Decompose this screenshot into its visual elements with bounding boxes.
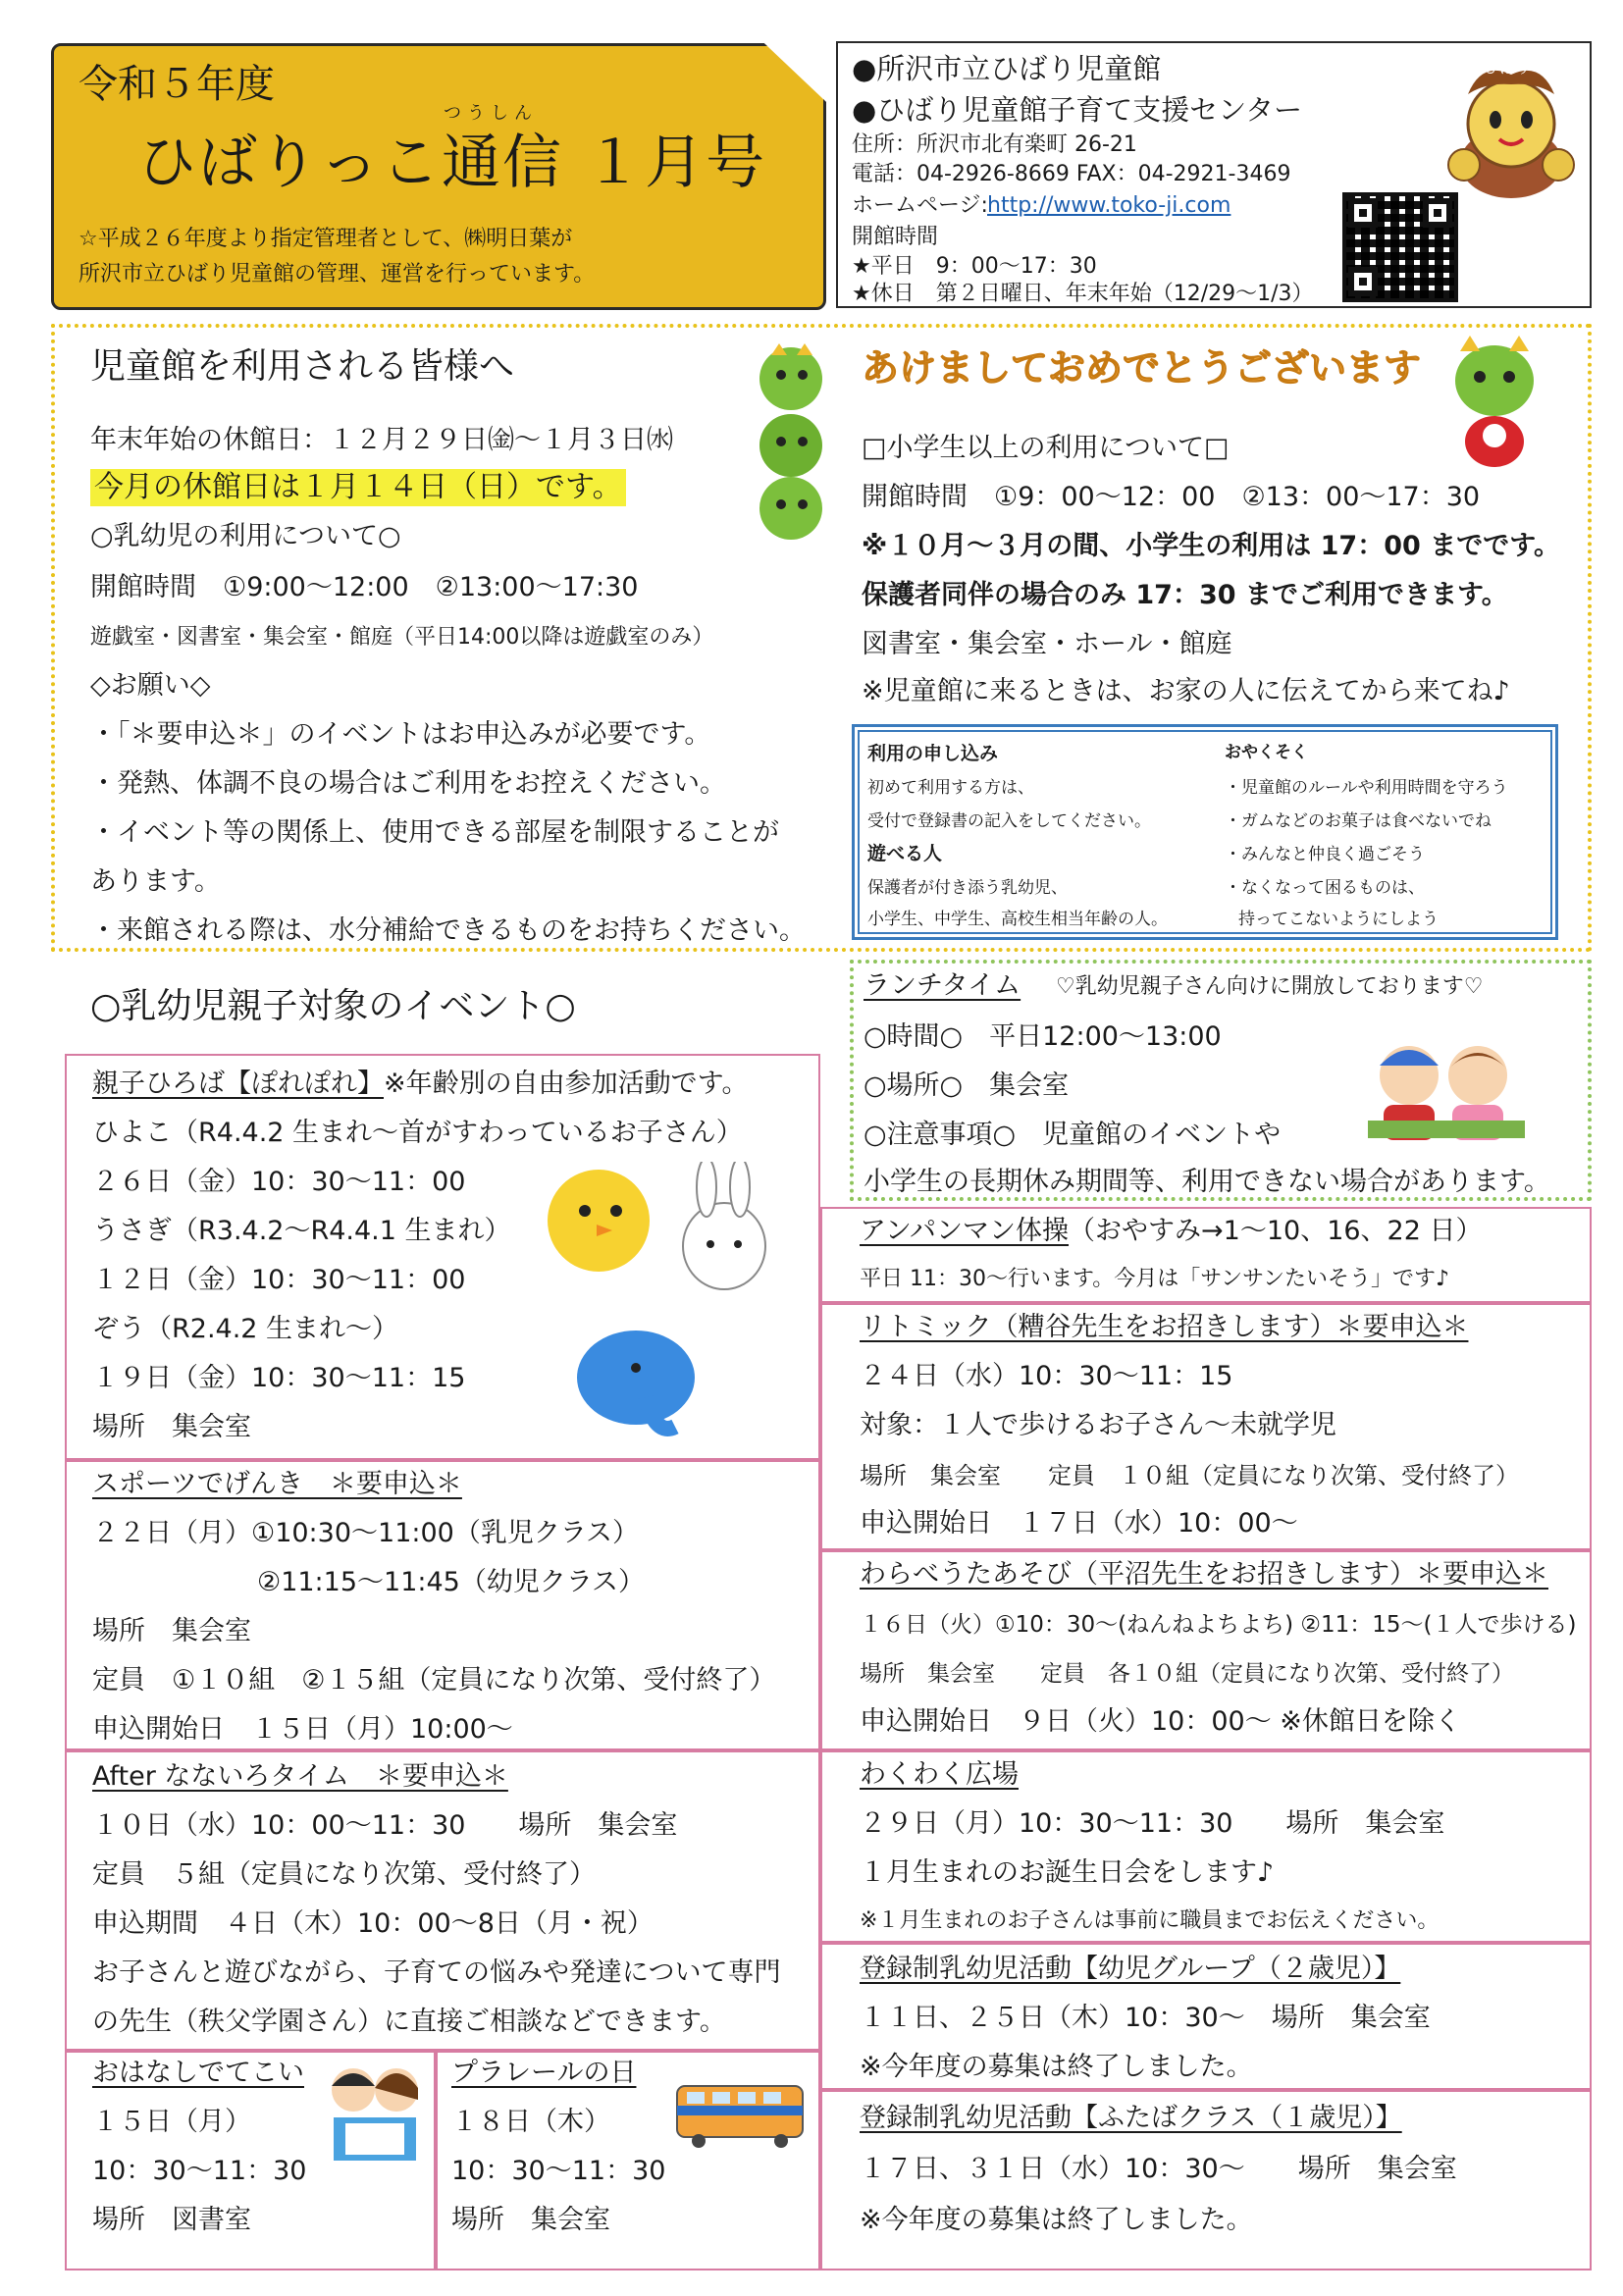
wakuwaku-desc: １月生まれのお誕生日会をします♪ — [860, 1857, 1275, 1888]
manager-note-2: 所沢市立ひばり児童館の管理、運営を行っています。 — [79, 262, 596, 287]
class-date: １９日（金）10：30～11：15 — [92, 1363, 466, 1393]
dragon-stack-icon — [742, 339, 840, 546]
rules-text: 小学生、中学生、高校生相当年齢の人。 — [867, 910, 1168, 929]
warabe-place: 場所 集会室 定員 各１０組（定員になり次第、受付終了） — [860, 1661, 1514, 1687]
qr-code-icon[interactable] — [1342, 192, 1458, 302]
wakuwaku-title: わくわく広場 — [860, 1759, 1019, 1790]
sports-time: ２２日（月）①10:30～11:00（乳児クラス） — [92, 1518, 640, 1548]
title-ruby: つうしん — [444, 103, 538, 124]
request-item: ・イベント等の関係上、使用できる部屋を制限することが — [90, 817, 779, 848]
issue-year: 令和５年度 — [79, 62, 275, 107]
after-capacity: 定員 ５組（定員になり次第、受付終了） — [92, 1859, 596, 1890]
after-date: １０日（水）10：00～11：30 場所 集会室 — [92, 1810, 678, 1841]
warabe-date: １６日（火）①10：30～(ねんねよちよち) ②11：15～(１人で歩ける) — [860, 1612, 1577, 1638]
anpanman-title: アンパンマン体操 — [860, 1216, 1070, 1246]
lunch-caution: 小学生の長期休み期間等、利用できない場合があります。 — [864, 1167, 1550, 1197]
sports-title: スポーツでげんき ＊要申込＊ — [92, 1469, 462, 1499]
promise-title: おやくそく — [1225, 743, 1308, 762]
request-item: あります。 — [90, 866, 221, 897]
anpanman-title-line — [860, 1215, 1482, 1248]
phone-fax: 電話：04-2926-8669 FAX：04-2921-3469 — [852, 162, 1291, 186]
class-usagi: うさぎ（R3.4.2～R4.4.1 生まれ） — [92, 1216, 511, 1246]
toddler-date: １１日、２５日（木）10：30～ 場所 集会室 — [860, 2003, 1431, 2033]
school-note: ※児童館に来るときは、お家の人に伝えてから来てね♪ — [862, 676, 1510, 706]
event-place: 場所 集会室 — [92, 1412, 251, 1442]
org-center: ●ひばり児童館子育て支援センター — [852, 93, 1303, 127]
notice-heading: 児童館を利用される皆様へ — [90, 346, 515, 387]
event-place: 場所 集会室 — [92, 1616, 251, 1646]
year-end-closing: 年末年始の休館日：１２月２９日㈮～１月３日㈬ — [90, 425, 673, 455]
rules-text: 保護者が付き添う乳幼児、 — [867, 878, 1068, 898]
lunch-subtitle: ♡乳幼児親子さん向けに開放しております♡ — [1056, 974, 1484, 999]
anpanman-note: （おやすみ→1～10、16、22 日） — [1069, 1216, 1483, 1246]
ohanashi-title: おはなしでてこい — [92, 2058, 304, 2088]
school-note: ※１０月～３月の間、小学生の利用は 17：00 までです。 — [862, 531, 1561, 561]
rhythmic-title: リトミック（糟谷先生をお招きします）＊要申込＊ — [860, 1312, 1469, 1342]
rules-text: 初めて利用する方は、 — [867, 778, 1034, 798]
mascot-icon — [1442, 55, 1580, 202]
ohanashi-date: １５日（月） — [92, 2107, 251, 2137]
sports-time: ②11:15～11:45（幼児クラス） — [257, 1567, 646, 1597]
after-title: After なないろタイム ＊要申込＊ — [92, 1761, 508, 1792]
animals-icon — [538, 1162, 793, 1446]
event-place: 場所 図書室 — [92, 2205, 251, 2235]
rhythmic-date: ２４日（水）10：30～11：15 — [860, 1361, 1233, 1391]
event-place: 場所 集会室 — [451, 2205, 610, 2235]
hours-closed: ★休日 第２日曜日、年末年始（12/29～1/3） — [852, 282, 1314, 306]
infant-hours: 開館時間 ①9:00～12:00 ②13:00～17:30 — [90, 572, 639, 602]
warabe-start: 申込開始日 ９日（火）10：00～ ※休館日を除く — [860, 1706, 1461, 1737]
plarail-time: 10：30～11：30 — [451, 2156, 666, 2186]
homepage-link[interactable]: http://www.toko-ji.com — [987, 193, 1231, 218]
rhythmic-start: 申込開始日 １７日（水）10：00～ — [860, 1508, 1298, 1539]
lunch-title: ランチタイム — [864, 970, 1021, 1001]
children-eating-icon — [1358, 1026, 1535, 1144]
lunch-time: ○時間○ 平日12:00～13:00 — [864, 1021, 1222, 1052]
org-name: ●所沢市立ひばり児童館 — [852, 52, 1162, 85]
address: 住所：所沢市北有楽町 26-21 — [852, 132, 1137, 157]
homepage-label: ホームページ: — [852, 193, 988, 218]
events-heading: ○乳幼児親子対象のイベント○ — [90, 986, 576, 1026]
monthly-closed-day: 今月の休館日は１月１４日（日）です。 — [90, 469, 626, 506]
sports-box — [65, 1460, 820, 1750]
page-title: ひばりっこ通信 １月号 — [137, 129, 767, 197]
wakuwaku-date: ２９日（月）10：30～11：30 場所 集会室 — [860, 1808, 1445, 1839]
request-item: ・発熱、体調不良の場合はご利用をお控えください。 — [90, 768, 726, 799]
plarail-title: プラレールの日 — [451, 2058, 637, 2088]
ohanashi-time: 10：30～11：30 — [92, 2156, 307, 2186]
warabe-title: わらべうたあそび（平沼先生をお招きします）＊要申込＊ — [860, 1559, 1548, 1590]
dragon-icon — [1440, 334, 1548, 471]
rules-text: 受付で登録書の記入をしてください。 — [867, 811, 1151, 831]
futaba-title: 登録制乳幼児活動【ふたばクラス（１歳児）】 — [860, 2103, 1402, 2133]
rules-text: 持ってこないようにしよう — [1238, 910, 1439, 929]
request-item: ・来館される際は、水分補給できるものをお持ちください。 — [90, 915, 806, 946]
sports-start: 申込開始日 １５日（月）10:00～ — [92, 1714, 513, 1745]
reading-book-icon — [324, 2057, 426, 2165]
class-hiyoko: ひよこ（R4.4.2 生まれ～首がすわっているお子さん） — [92, 1118, 743, 1148]
school-note: 保護者同伴の場合のみ 17：30 までご利用できます。 — [862, 580, 1508, 610]
wakuwaku-note: ※１月生まれのお子さんは事前に職員までお伝えください。 — [860, 1908, 1440, 1933]
plarail-date: １８日（木） — [451, 2107, 610, 2137]
hours-weekday: ★平日 9：00～17：30 — [852, 254, 1097, 279]
toddler-note: ※今年度の募集は終了しました。 — [860, 2052, 1253, 2082]
rhythmic-place: 場所 集会室 定員 １０組（定員になり次第、受付終了） — [860, 1462, 1519, 1489]
class-date: １２日（金）10：30～11：00 — [92, 1265, 466, 1295]
hours-label: 開館時間 — [852, 225, 939, 249]
lunch-caution: ○注意事項○ 児童館のイベントや — [864, 1120, 1282, 1150]
toddler-title: 登録制乳幼児活動【幼児グループ（２歳児）】 — [860, 1954, 1401, 1984]
rules-text: ・みんなと仲良く過ごそう — [1225, 845, 1425, 864]
class-date: ２６日（金）10：30～11：00 — [92, 1167, 466, 1197]
class-zou: ぞう（R2.4.2 生まれ～） — [92, 1314, 399, 1344]
train-icon — [673, 2072, 811, 2151]
school-use-heading: □小学生以上の利用について□ — [862, 433, 1230, 463]
school-hours: 開館時間 ①9：00～12：00 ②13：00～17：30 — [862, 482, 1481, 512]
anpanman-desc: 平日 11：30～行います。今月は「サンサンたいそう」です♪ — [860, 1267, 1450, 1291]
after-period: 申込期間 ４日（木）10：00～8日（月・祝） — [92, 1908, 654, 1939]
school-rooms: 図書室・集会室・ホール・館庭 — [862, 629, 1232, 659]
apply-title: 利用の申し込み — [867, 743, 999, 764]
sports-capacity: 定員 ①１０組 ②１５組（定員になり次第、受付終了） — [92, 1665, 776, 1696]
after-desc: の先生（秩父学園さん）に直接ご相談などできます。 — [92, 2007, 726, 2037]
futaba-note: ※今年度の募集は終了しました。 — [860, 2205, 1253, 2235]
new-year-greeting: あけましておめでとうございます — [862, 346, 1422, 390]
poreporu-title: 親子ひろば【ぽれぽれ】 — [92, 1069, 384, 1099]
who-title: 遊べる人 — [867, 843, 943, 864]
mascot-label: ひばり — [1484, 58, 1532, 77]
poreporu-title-line — [92, 1068, 748, 1101]
after-desc: お子さんと遊びながら、子育ての悩みや発達について専門 — [92, 1957, 781, 1988]
futaba-date: １７日、３１日（水）10：30～ 場所 集会室 — [860, 2154, 1457, 2184]
rules-text: ・児童館のルールや利用時間を守ろう — [1225, 778, 1508, 798]
infant-use-heading: ○乳幼児の利用について○ — [90, 521, 401, 551]
manager-note-1: ☆平成２６年度より指定管理者として、㈱明日葉が — [79, 227, 573, 251]
rhythmic-target: 対象：１人で歩けるお子さん～未就学児 — [860, 1410, 1336, 1440]
rules-text: ・ガムなどのお菓子は食べないでね — [1225, 811, 1492, 831]
rules-text: ・なくなって困るものは、 — [1225, 878, 1425, 898]
request-heading: ◇お願い◇ — [90, 670, 211, 701]
request-item: ・「＊要申込＊」のイベントはお申込みが必要です。 — [90, 719, 711, 750]
poreporu-note: ※年齢別の自由参加活動です。 — [384, 1069, 749, 1099]
lunch-place: ○場所○ 集会室 — [864, 1070, 1070, 1101]
available-rooms: 遊戯室・図書室・集会室・館庭（平日14:00以降は遊戯室のみ） — [90, 625, 714, 650]
